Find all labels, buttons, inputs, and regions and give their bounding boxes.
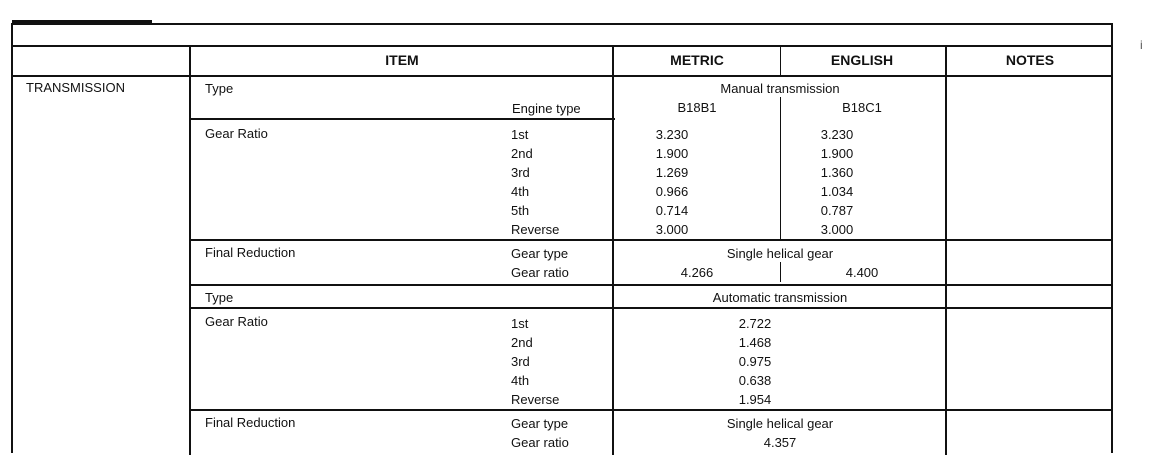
row-line-engine xyxy=(189,118,615,120)
table-cell: 3.230 xyxy=(655,127,689,142)
table-cell: 1.900 xyxy=(655,146,689,161)
list-item: Reverse xyxy=(511,392,560,407)
list-item: 4th xyxy=(511,184,530,199)
list-item: 1st xyxy=(511,316,529,331)
header-top-line xyxy=(11,45,1113,47)
auto-final-label: Final Reduction xyxy=(205,415,296,430)
manual-metric-ratios xyxy=(647,125,697,239)
col-divider-metric-english-final xyxy=(780,262,781,282)
manual-type-value: Manual transmission xyxy=(720,81,840,96)
auto-gear-ratio-label: Gear Ratio xyxy=(205,314,268,329)
manual-gear-list xyxy=(511,125,559,239)
table-cell: 1.034 xyxy=(820,184,854,199)
list-item: 1st xyxy=(511,127,529,142)
table-cell: 1.360 xyxy=(820,165,854,180)
list-item: Reverse xyxy=(511,222,560,237)
row-line-auto-gear xyxy=(189,409,1113,411)
section-label: TRANSMISSION xyxy=(26,80,125,95)
list-item: 2nd xyxy=(511,146,533,161)
manual-gear-type-label: Gear type xyxy=(511,246,569,261)
list-item: 5th xyxy=(511,203,530,218)
col-divider-notes xyxy=(945,45,947,455)
row-line-auto-type xyxy=(189,307,1113,309)
row-line-manual-final xyxy=(189,284,1113,286)
list-item: 3rd xyxy=(511,165,530,180)
auto-type-label: Type xyxy=(205,290,234,305)
table-cell: 3.000 xyxy=(820,222,854,237)
spec-table xyxy=(11,23,1113,453)
header-notes: NOTES xyxy=(1005,52,1055,68)
list-item: 3rd xyxy=(511,354,530,369)
manual-final-metric: 4.266 xyxy=(680,265,714,280)
table-cell: 0.714 xyxy=(655,203,689,218)
table-cell: 3.230 xyxy=(820,127,854,142)
col-divider-metric-english-header xyxy=(780,45,781,75)
table-cell: 0.966 xyxy=(655,184,689,199)
manual-english-ratios xyxy=(812,125,862,239)
manual-gear-type-value: Single helical gear xyxy=(726,246,834,261)
table-cell: 0.787 xyxy=(820,203,854,218)
header-metric: METRIC xyxy=(670,52,724,68)
table-cell: 1.269 xyxy=(655,165,689,180)
table-cell: 1.468 xyxy=(738,335,772,350)
col-divider-metric-english-manual xyxy=(780,97,781,239)
auto-gear-type-label: Gear type xyxy=(511,416,569,431)
auto-gear-type-value: Single helical gear xyxy=(726,416,834,431)
list-item: 2nd xyxy=(511,335,533,350)
row-line-manual-gear xyxy=(189,239,1113,241)
table-cell: 2.722 xyxy=(738,316,772,331)
table-cell: 3.000 xyxy=(655,222,689,237)
col-divider-section xyxy=(189,45,191,455)
table-cell: 0.975 xyxy=(738,354,772,369)
engine-metric: B18B1 xyxy=(677,100,717,115)
table-cell: 0.638 xyxy=(738,373,772,388)
auto-ratios xyxy=(730,314,780,409)
table-cell: 1.954 xyxy=(738,392,772,407)
manual-gear-ratio-sub-label: Gear ratio xyxy=(511,265,569,280)
header-bottom-line xyxy=(11,75,1113,77)
engine-english: B18C1 xyxy=(842,100,882,115)
manual-type-label: Type xyxy=(205,81,234,96)
manual-gear-ratio-label: Gear Ratio xyxy=(205,126,268,141)
list-item: 4th xyxy=(511,373,530,388)
header-item: ITEM xyxy=(385,52,419,68)
engine-type-label: Engine type xyxy=(512,101,581,116)
auto-type-value: Automatic transmission xyxy=(712,290,848,305)
auto-gear-ratio-sub-label: Gear ratio xyxy=(511,435,569,450)
auto-gear-list xyxy=(511,314,559,409)
manual-final-english: 4.400 xyxy=(845,265,879,280)
header-english: ENGLISH xyxy=(830,52,894,68)
table-cell: 1.900 xyxy=(820,146,854,161)
manual-final-label: Final Reduction xyxy=(205,245,296,260)
margin-mark: i xyxy=(1140,38,1143,52)
col-divider-item xyxy=(612,45,614,455)
auto-final-value: 4.357 xyxy=(763,435,797,450)
